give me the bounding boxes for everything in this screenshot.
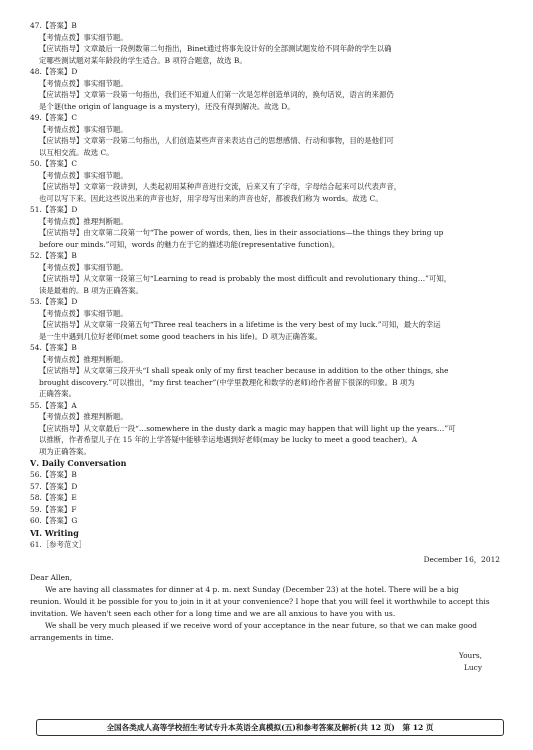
letter-paragraph-line: arrangements in time.: [30, 633, 114, 642]
answer-number-line: 50.【答案】C: [30, 159, 77, 168]
answer-number-line: 53.【答案】D: [30, 297, 78, 306]
answer-guidance-line: before our minds.”可知，words 的魅力在于它的描述功能(representative function)。: [39, 239, 340, 249]
answer-topic-line: 【考情点拨】事实细节题。: [39, 32, 128, 42]
answer-guidance-line: 【应试指导】文章第一段第二句指出，人们创造某些声音来表达自己的思想感情、行动和事物，目的是他们可: [39, 136, 394, 145]
answer-guidance-line: 【应试指导】文章第一段讲到，人类起初用某种声音进行交流，后来又有了字母，字母结合起来可以代表声音，: [39, 182, 402, 191]
conversation-answer: 60.【答案】G: [30, 516, 78, 525]
conversation-answer-list: [30, 469, 510, 527]
answer-topic-line: 【考情点拨】事实细节题。: [39, 170, 128, 180]
letter-signature: Lucy: [464, 663, 482, 672]
answer-topic-line: 【考情点拨】事实细节题。: [39, 124, 128, 134]
answer-number-line: 54.【答案】B: [30, 343, 77, 352]
letter-paragraph-line: invitation. We haven't seen each other for a long time and we are all anxious to have you with us.: [30, 609, 396, 618]
answer-guidance-line: 以推断，作者希望儿子在 15 年的上学答疑中能够幸运地遇到好老师(may be lucky to meet a good teacher)。A: [39, 435, 418, 444]
answer-guidance-line: 【应试指导】从文章最后一段“…somewhere in the dusty dark a magic may happen that will light up the years…”可: [39, 423, 456, 433]
answer-number-line: 48.【答案】D: [30, 67, 78, 76]
answer-guidance-line: 【应试指导】从文章第一段第五句“Three real teachers in a lifetime is the very best of my luck.”可知，最大的幸运: [39, 320, 441, 329]
answer-number-line: 51.【答案】D: [30, 205, 78, 214]
conversation-answer: 56.【答案】B: [30, 470, 77, 479]
letter-paragraph-line: reunion. Would it be possible for you to join in it at your convenience? I hope that you will feel it worthwhile to accept this: [30, 597, 490, 606]
answer-guidance-line: 【应试指导】由文章第二段第一句“The power of words, then, lies in their associations—the things they bring up: [39, 228, 444, 237]
letter-closing: Yours,: [458, 651, 482, 660]
answer-guidance-line: brought discovery.”可以推出，“my first teacher”(中学里教理化和数学的老师)给作者留下很深的印象。B 项为: [39, 377, 415, 387]
answer-topic-line: 【考情点拨】推理判断题。: [39, 354, 128, 364]
answer-guidance-line: 【应试指导】从文章第一段第三句“Learning to read is probably the most difficult and revolutionary thing…”可知，: [39, 274, 452, 283]
answer-topic-line: 【考情点拨】事实细节题。: [39, 262, 128, 272]
conversation-answer: 59.【答案】F: [30, 504, 77, 514]
page-content: [30, 20, 510, 674]
letter-date: December 16，2012: [423, 555, 500, 564]
writing-sample-label: 61.［参考范文］: [30, 539, 87, 549]
answer-number-line: 47.【答案】B: [30, 21, 77, 30]
answer-guidance-line: 【应试指导】文章最后一段例数第二句指出，Binet通过将事先设计好的全部测试题发给不同年龄的学生以确: [39, 44, 392, 53]
answer-topic-line: 【考情点拨】事实细节题。: [39, 308, 128, 318]
page-footer: 全国各类成人高等学校招生考试专升本英语全真模拟(五)和参考答案及解析(共 12 页) 第 12 页: [36, 719, 504, 736]
answer-guidance-line: 也可以写下来。因此这些说出来的声音也好，用字母写出来的声音也好，都被我们称为 words。故选 C。: [39, 193, 383, 203]
answer-guidance-line: 是个谜(the origin of language is a mystery)，还没有得到解决。故选 D。: [39, 101, 295, 111]
letter-paragraph-line: We shall be very much pleased if we receive word of your acceptance in the near future, so that we can make good: [45, 621, 478, 630]
answer-guidance-line: 【应试指导】文章第一段第一句指出，我们还不知道人们第一次是怎样创造单词的，换句话说，语言的来源仍: [39, 90, 394, 99]
answer-topic-line: 【考情点拨】事实细节题。: [39, 78, 128, 88]
letter-body: [30, 584, 510, 644]
answer-guidance-line: 是一生中遇到几位好老师(met some good teachers in his life)。D 项为正确答案。: [39, 331, 323, 341]
section-daily-conversation-heading: Ⅴ. Daily Conversation: [30, 458, 127, 468]
answer-number-line: 55.【答案】A: [30, 400, 77, 410]
answer-guidance-line: 【应试指导】从文章第三段开头“I shall speak only of my first teacher because in addition to the other things, she: [39, 366, 449, 375]
sample-letter: [30, 554, 510, 674]
answer-topic-line: 【考情点拨】推理判断题。: [39, 412, 128, 421]
conversation-answer: 58.【答案】E: [30, 493, 77, 502]
section-writing-heading: Ⅵ. Writing: [30, 527, 79, 538]
letter-salutation: Dear Allen,: [30, 573, 73, 582]
answer-number-line: 49.【答案】C: [30, 113, 77, 122]
answer-list: [30, 20, 510, 457]
answer-guidance-line: 正确答案。: [39, 389, 76, 398]
answer-topic-line: 【考情点拨】推理判断题。: [39, 216, 128, 226]
answer-number-line: 52.【答案】B: [30, 251, 77, 260]
answer-guidance-line: 定哪些测试题对某年龄段的学生适合。B 项符合题意，故选 B。: [39, 55, 247, 65]
answer-guidance-line: 项为正确答案。: [39, 446, 91, 456]
answer-guidance-line: 读是最难的。B 项为正确答案。: [39, 285, 143, 295]
conversation-answer: 57.【答案】D: [30, 481, 78, 491]
letter-paragraph-line: We are having all classmates for dinner at 4 p. m. next Sunday (December 23) at the hotel. There will be a big: [45, 585, 459, 594]
answer-guidance-line: 以互相交流。故选 C。: [39, 147, 114, 157]
